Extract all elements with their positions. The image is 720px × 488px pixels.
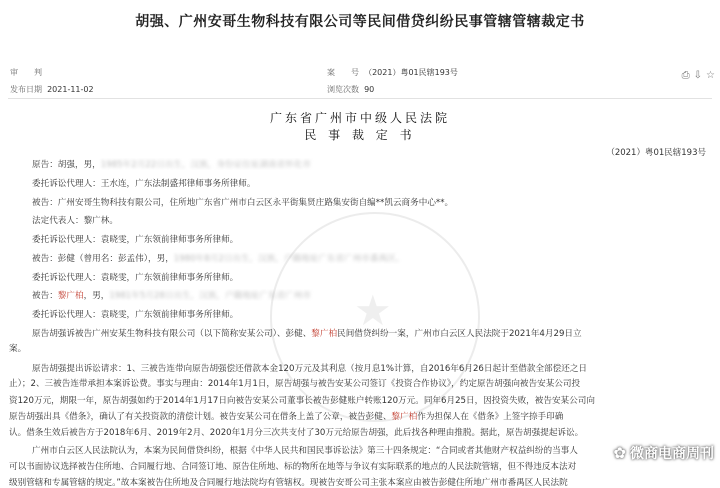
party-line: 被告：广州安哥生物科技有限公司，住所地广东省广州市白云区永平街集贤庄路集安街自编**凯云商务中心**。 xyxy=(32,198,454,208)
paragraph-line: 可以书面协议选择被告住所地、合同履行地、合同签订地、原告住所地、标的物所在地等与争议有实际联系的地点的人民法院管辖，但不得违反本法对 xyxy=(9,462,577,472)
publish-date xyxy=(10,84,94,95)
action-icons xyxy=(682,71,715,81)
view-count-label: 浏览次数 xyxy=(327,85,359,94)
party-line: 委托诉讼代理人：王水连，广东法制盛邦律师事务所律师。 xyxy=(32,179,256,189)
party-line: 委托诉讼代理人：袁晓雯，广东领前律师事务所律师。 xyxy=(32,310,239,320)
paragraph-line: 案。 xyxy=(9,344,27,354)
party-line: 原告：胡强，男，1985年2月22日出生，汉族，身份证住址湖南省怀化市 xyxy=(32,160,311,170)
watermark xyxy=(613,443,714,463)
view-count-value: 90 xyxy=(364,85,375,94)
paragraph-line: 广州市白云区人民法院认为，本案为民间借贷纠纷，根据《中华人民共和国民事诉讼法》第三十四条规定：“合同或者其他财产权益纠纷的当事人 xyxy=(32,446,578,456)
judge-label: 审 判 xyxy=(10,68,42,77)
publish-date-value: 2021-11-02 xyxy=(47,85,94,94)
wechat-icon: ✿ xyxy=(613,444,626,462)
download-icon[interactable]: ⇩ xyxy=(693,70,703,81)
paragraph-line: 原告胡强出具《借条》，确认了有关投资款的清偿计划。被告安某公司在借条上盖了公章，被告彭健、黎广柏作为担保人在《借条》上签字捺手印确 xyxy=(9,412,564,422)
print-icon[interactable]: ⎙ xyxy=(681,70,690,81)
document-title: 胡强、广州安哥生物科技有限公司等民间借贷纠纷民事管辖管辖裁定书 xyxy=(135,14,585,30)
party-line: 被告：彭健（曾用名：彭孟伟），男，1980年8月2日出生，汉族，户籍地址广东省广州市番禺区。 xyxy=(32,254,405,264)
paragraph-line: 资120万元，期限一年，原告胡强如约于2014年1月17日向被告安某公司董事长被告彭健账户转账120万元。同年6月25日，因投资失败，被告安某公司向 xyxy=(9,396,595,406)
party-line: 委托诉讼代理人：袁晓雯，广东领前律师事务所律师。 xyxy=(32,273,239,283)
ruling-title: 民 事 裁 定 书 xyxy=(304,128,416,142)
case-number-value: （2021）粤01民辖193号 xyxy=(364,68,458,77)
paragraph-line: 认。借条生效后被告方于2018年6月、2019年2月、2020年1月分三次共支付了30万元给原告胡强，此后找各种理由推脱。据此，原告胡强提起诉讼。 xyxy=(9,428,584,438)
paragraph-line: 原告胡强诉被告广州安某生物科技有限公司（以下简称安某公司）、彭健、黎广柏民间借贷纠纷一案，广州市白云区人民法院于2021年4月29日立 xyxy=(32,329,582,339)
collect-icon[interactable]: ☆ xyxy=(706,70,715,81)
paragraph-line: 止）；2、三被告连带承担本案诉讼费。事实与理由：2014年1月1日，原告胡强与被告安某公司签订《投资合作协议》，约定原告胡强向被告安某公司投 xyxy=(9,379,581,389)
ruling-case-number: （2021）粤01民辖193号 xyxy=(606,148,706,158)
view-count xyxy=(327,84,374,95)
paragraph-line: 级别管辖和专属管辖的规定。”故本案被告住所地及合同履行地法院均有管辖权。现被告安哥公司主张本案应由被告彭健住所地广州市番禺区人民法院 xyxy=(9,478,568,488)
court-seal-watermark: ★ xyxy=(270,212,480,422)
publish-date-label: 发布日期 xyxy=(10,85,42,94)
court-name: 广东省广州市中级人民法院 xyxy=(269,111,450,125)
case-number xyxy=(327,67,458,78)
watermark-text: 微商电商周刊 xyxy=(630,446,714,462)
divider xyxy=(8,98,712,99)
party-line: 被告：黎广柏，男，1981年5月28日出生，汉族，户籍地址广东省广州市 xyxy=(32,291,311,301)
party-line: 委托诉讼代理人：袁晓雯，广东领前律师事务所律师。 xyxy=(32,235,239,245)
party-line: 法定代表人：黎广林。 xyxy=(32,216,118,226)
paragraph-line: 原告胡强提出诉讼请求：1、三被告连带向原告胡强偿还借款本金120万元及其利息（按月息1%计算，自2016年6月26日起计至借款全部偿还之日 xyxy=(32,364,588,374)
case-number-label: 案 号 xyxy=(327,68,359,77)
